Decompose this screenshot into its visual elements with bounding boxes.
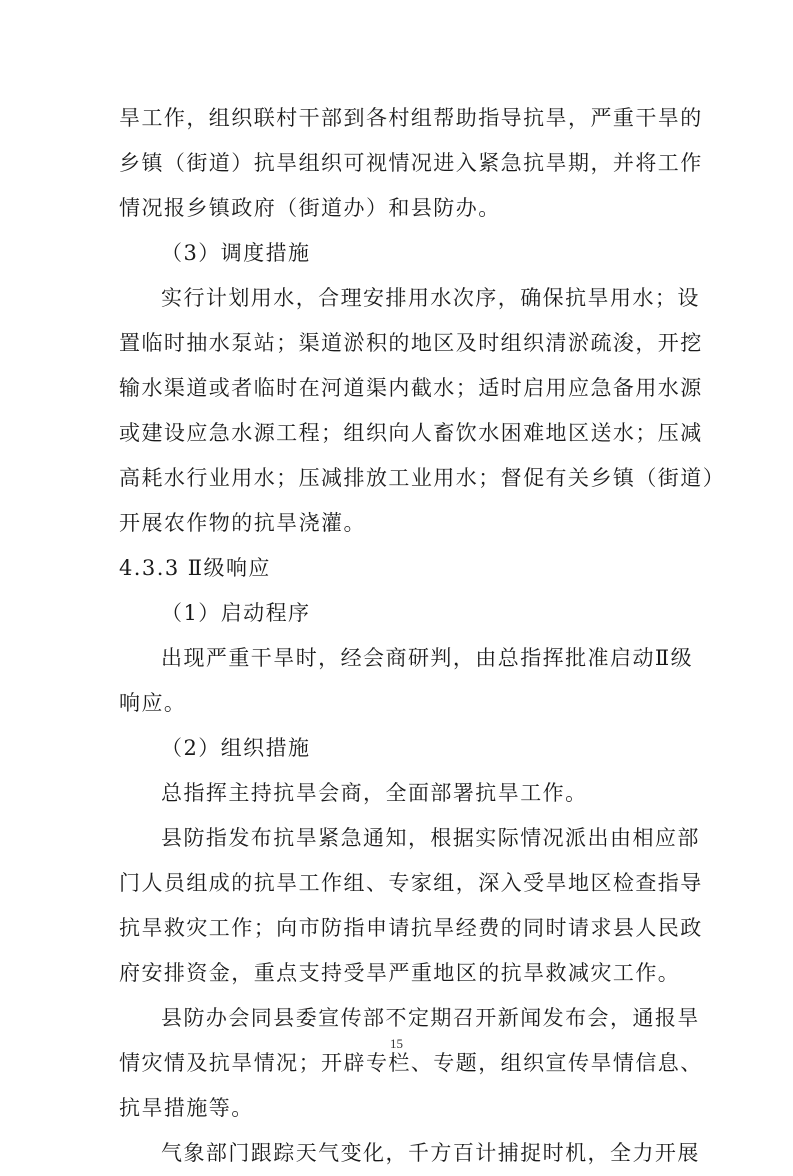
- page-number: 15: [390, 1036, 403, 1051]
- text-line: 乡镇（街道）抗旱组织可视情况进入紧急抗旱期，并将工作: [119, 151, 703, 175]
- text-line: 抗旱救灾工作；向市防指申请抗旱经费的同时请求县人民政: [119, 916, 703, 940]
- body-text: [119, 96, 726, 1176]
- text-line: 出现严重干旱时，经会商研判，由总指挥批准启动Ⅱ级: [161, 646, 694, 670]
- text-line: 县防办会同县委宣传部不定期召开新闻发布会，通报旱: [161, 1006, 700, 1030]
- text-line: 旱工作，组织联村干部到各村组帮助指导抗旱，严重干旱的: [119, 106, 703, 130]
- text-line: 实行计划用水，合理安排用水次序，确保抗旱用水；设: [161, 286, 700, 310]
- text-line: 总指挥主持抗旱会商，全面部署抗旱工作。: [161, 781, 588, 805]
- text-line: 4.3.3 Ⅱ级响应: [119, 556, 271, 580]
- text-line: 置临时抽水泵站；渠道淤积的地区及时组织清淤疏浚，开挖: [119, 331, 703, 355]
- text-line: 高耗水行业用水；压减排放工业用水；督促有关乡镇（街道）: [119, 466, 726, 490]
- text-line: 抗旱措施等。: [119, 1096, 254, 1120]
- text-line: 情况报乡镇政府（街道办）和县防办。: [119, 196, 501, 220]
- text-line: 输水渠道或者临时在河道渠内截水；适时启用应急备用水源: [119, 376, 703, 400]
- text-line: （2）组织措施: [161, 736, 311, 760]
- text-line: 情灾情及抗旱情况；开辟专栏、专题，组织宣传旱情信息、: [119, 1051, 703, 1075]
- text-line: 或建设应急水源工程；组织向人畜饮水困难地区送水；压减: [119, 421, 703, 445]
- text-line: （1）启动程序: [161, 601, 311, 625]
- text-line: 门人员组成的抗旱工作组、专家组，深入受旱地区检查指导: [119, 871, 703, 895]
- text-line: 开展农作物的抗旱浇灌。: [119, 511, 366, 535]
- text-line: 响应。: [119, 691, 187, 715]
- text-line: 县防指发布抗旱紧急通知，根据实际情况派出由相应部: [161, 826, 700, 850]
- text-line: 府安排资金，重点支持受旱严重地区的抗旱救减灾工作。: [119, 961, 681, 985]
- text-line: （3）调度措施: [161, 241, 311, 265]
- text-line: 气象部门跟踪天气变化，千方百计捕捉时机，全力开展: [161, 1141, 700, 1165]
